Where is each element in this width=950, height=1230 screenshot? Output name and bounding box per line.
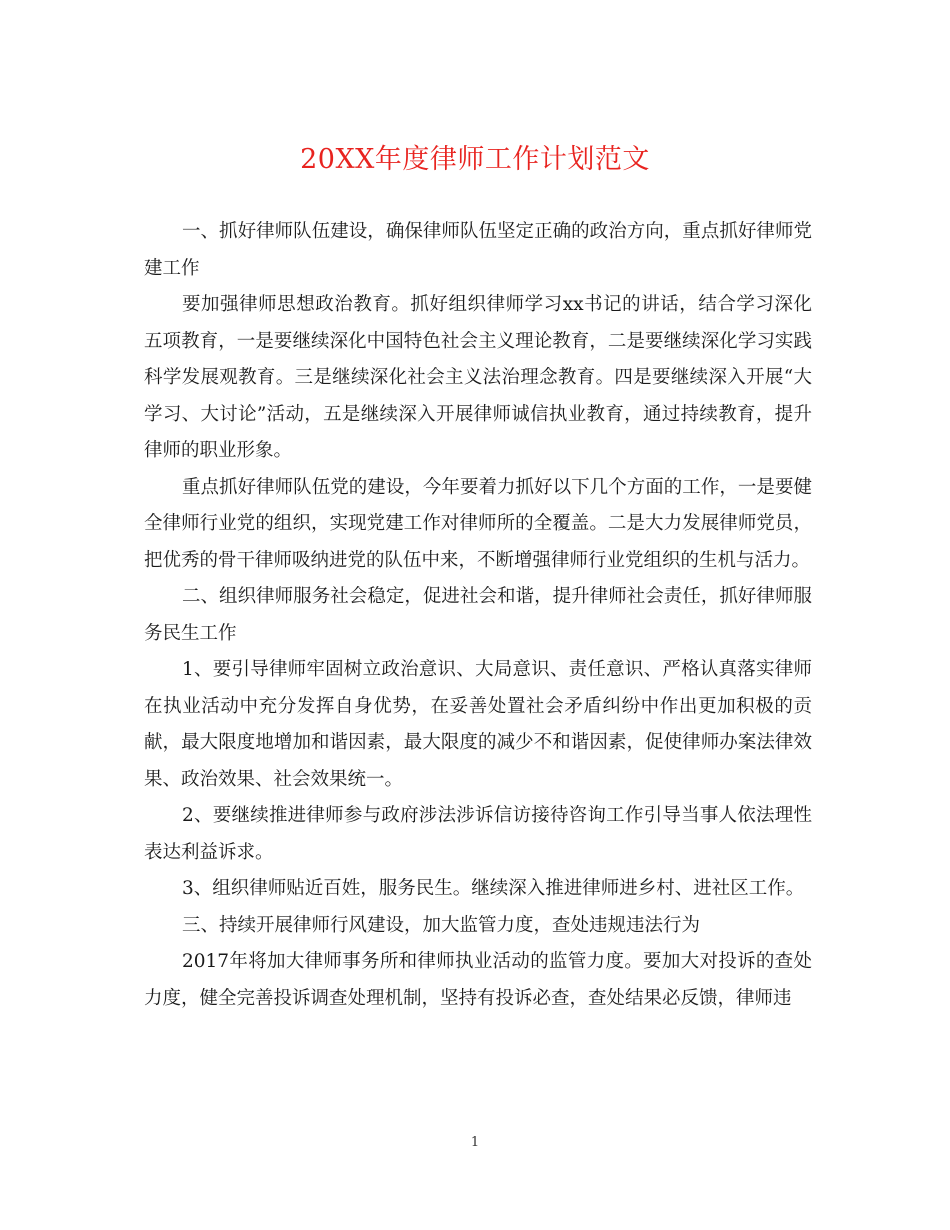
section-heading: 二、组织律师服务社会稳定，促进社会和谐，提升律师社会责任，抓好律师服务民生工作 [144, 586, 812, 644]
document-title: 20XX年度律师工作计划范文 [300, 144, 650, 175]
section-heading: 一、抓好律师队伍建设，确保律师队伍坚定正确的政治方向，重点抓好律师党建工作 [144, 221, 812, 279]
document-body [144, 214, 812, 1017]
body-paragraph: 2017年将加大律师事务所和律师执业活动的监管力度。要加大对投诉的查处力度，健全完善投诉调查处理机制，坚持有投诉必查，查处结果必反馈，律师违 [144, 951, 812, 1009]
body-paragraph: 2、要继续推进律师参与政府涉法涉诉信访接待咨询工作引导当事人依法理性表达利益诉求。 [144, 805, 812, 863]
body-paragraph: 3、组织律师贴近百姓，服务民生。继续深入推进律师进乡村、进社区工作。 [182, 878, 805, 899]
page-number: 1 [470, 1135, 480, 1150]
body-paragraph: 重点抓好律师队伍党的建设，今年要着力抓好以下几个方面的工作，一是要健全律师行业党的组织，实现党建工作对律师所的全覆盖。二是大力发展律师党员，把优秀的骨干律师吸纳进党的队伍中来，不断增强律师行业党组织的生机与活力。 [144, 476, 812, 571]
body-paragraph: 要加强律师思想政治教育。抓好组织律师学习xx书记的讲话，结合学习深化五项教育，一是要继续深化中国特色社会主义理论教育，二是要继续深化学习实践科学发展观教育。三是继续深化社会主义法治理念教育。四是要继续深入开展“大学习、大讨论”活动，五是继续深入开展律师诚信执业教育，通过持续教育，提升律师的职业形象。 [144, 294, 812, 461]
section-heading: 三、持续开展律师行风建设，加大监管力度，查处违规违法行为 [182, 914, 701, 936]
body-paragraph: 1、要引导律师牢固树立政治意识、大局意识、责任意识、严格认真落实律师在执业活动中充分发挥自身优势，在妥善处置社会矛盾纠纷中作出更加积极的贡献，最大限度地增加和谐因素，最大限度的减少不和谐因素，促使律师办案法律效果、政治效果、社会效果统一。 [144, 659, 812, 790]
